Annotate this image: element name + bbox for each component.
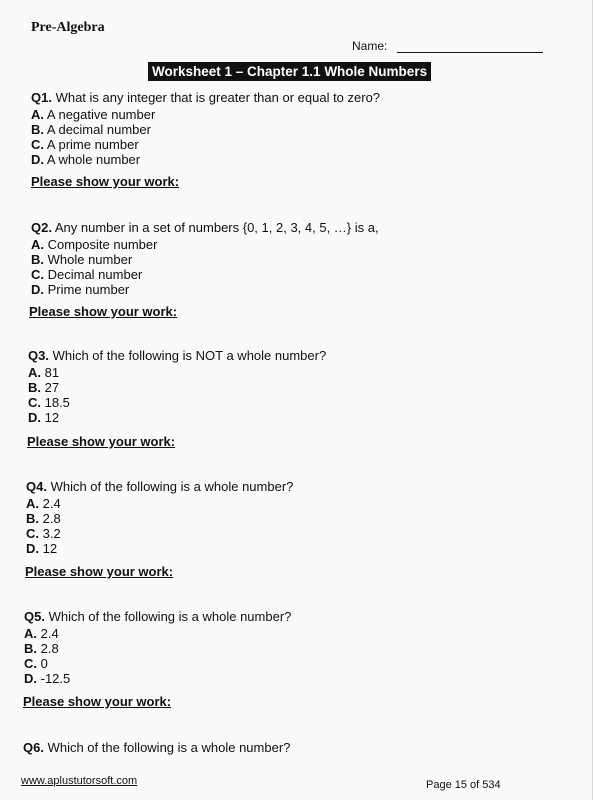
option-b: B. 27 xyxy=(28,380,60,395)
question-text: Which of the following is a whole number? xyxy=(43,740,291,755)
show-work-label: Please show your work: xyxy=(23,694,172,709)
question-1 xyxy=(31,90,380,167)
question-6 xyxy=(23,740,290,757)
question-text: Which of the following is a whole number? xyxy=(46,479,294,494)
option-c: C. 3.2 xyxy=(26,526,61,541)
option-d: D. -12.5 xyxy=(24,671,71,686)
name-label: Name: xyxy=(352,39,388,53)
question-text: Which of the following is a whole number? xyxy=(44,609,292,624)
question-number: Q4. xyxy=(26,479,47,494)
option-d: D. Prime number xyxy=(31,282,130,297)
option-c: C. A prime number xyxy=(31,137,139,152)
option-b: B. 2.8 xyxy=(24,641,59,656)
show-work-label: Please show your work: xyxy=(29,304,178,319)
question-text: Which of the following is NOT a whole number? xyxy=(48,348,327,363)
option-d: D. 12 xyxy=(28,410,60,425)
show-work-label: Please show your work: xyxy=(27,434,176,449)
question-2 xyxy=(31,220,379,297)
question-text: What is any integer that is greater than or equal to zero? xyxy=(51,90,381,105)
subject-heading: Pre-Algebra xyxy=(31,20,105,35)
question-5 xyxy=(24,609,291,686)
option-a: A. 2.4 xyxy=(24,626,59,641)
option-d: D. A whole number xyxy=(31,152,141,167)
website-link[interactable]: www.aplustutorsoft.com xyxy=(21,775,138,787)
question-number: Q5. xyxy=(24,609,45,624)
name-blank-line xyxy=(397,40,543,53)
question-number: Q1. xyxy=(31,90,52,105)
option-b: B. Whole number xyxy=(31,252,133,267)
question-number: Q2. xyxy=(31,220,52,235)
question-number: Q6. xyxy=(23,740,44,755)
show-work-label: Please show your work: xyxy=(25,564,174,579)
worksheet-title: Worksheet 1 – Chapter 1.1 Whole Numbers xyxy=(148,62,431,81)
option-c: C. 0 xyxy=(24,656,48,671)
option-b: B. 2.8 xyxy=(26,511,61,526)
option-c: C. 18.5 xyxy=(28,395,70,410)
question-4 xyxy=(26,479,293,556)
show-work-label: Please show your work: xyxy=(31,174,180,189)
option-c: C. Decimal number xyxy=(31,267,143,282)
option-a: A. A negative number xyxy=(31,107,156,122)
question-3 xyxy=(28,348,326,425)
name-field xyxy=(352,39,543,53)
option-a: A. 81 xyxy=(28,365,60,380)
question-text: Any number in a set of numbers {0, 1, 2, 3, 4, 5, …} is a, xyxy=(51,220,379,235)
option-a: A. 2.4 xyxy=(26,496,61,511)
question-number: Q3. xyxy=(28,348,49,363)
option-d: D. 12 xyxy=(26,541,58,556)
option-b: B. A decimal number xyxy=(31,122,151,137)
option-a: A. Composite number xyxy=(31,237,158,252)
page-number: Page 15 of 534 xyxy=(426,779,501,791)
